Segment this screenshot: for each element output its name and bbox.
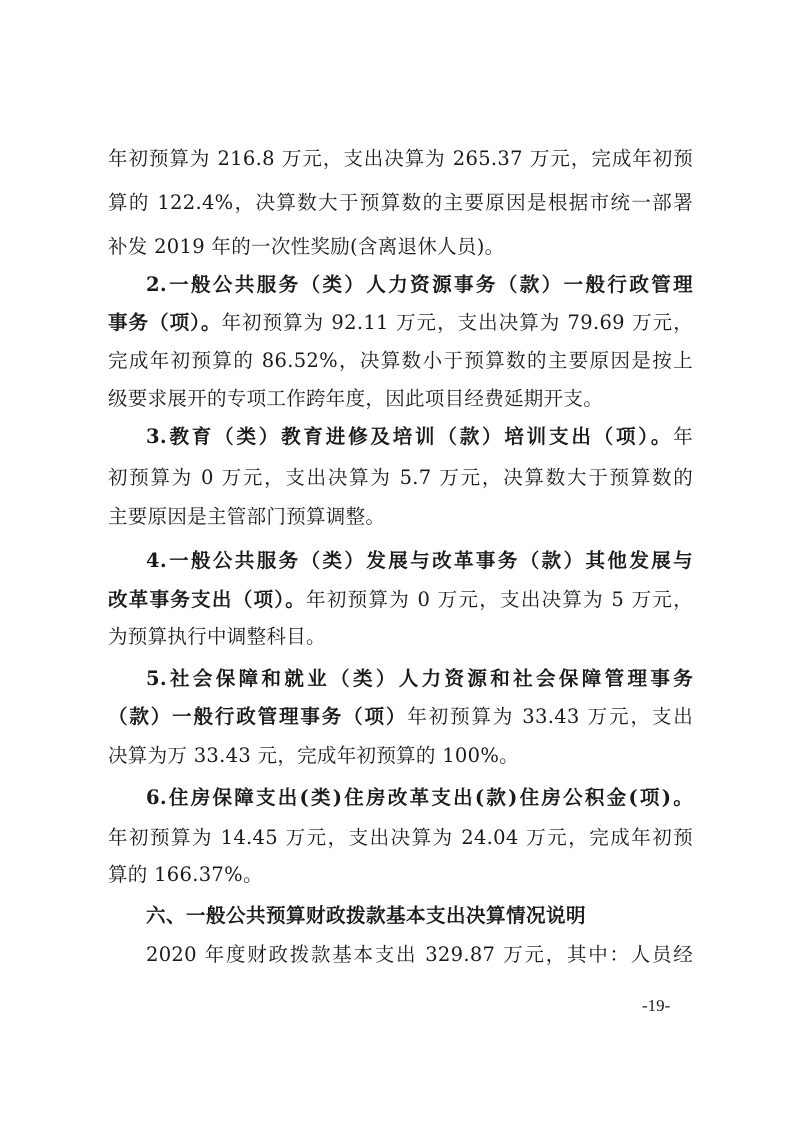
body-line: 年初预算为 14.45 万元，支出决算为 24.04 万元，完成年初预 [108,826,693,849]
body-line: 级要求展开的专项工作跨年度，因此项目经费延期开支。 [108,387,604,410]
body-line: 决算为万 33.43 元，完成年初预算的 100%。 [108,744,519,767]
body-line: 事务（项）。年初预算为 92.11 万元，支出决算为 79.69 万元， [108,311,693,334]
body-line: 年初预算为 216.8 万元，支出决算为 265.37 万元，完成年初预 [108,147,693,170]
item-heading: 6.住房保障支出(类)住房改革支出(款)住房公积金(项)。 [146,786,693,809]
body-line: 为预算执行中调整科目。 [108,625,326,648]
body-line: 改革事务支出（项）。年初预算为 0 万元，支出决算为 5 万元， [108,588,693,611]
body-line: 完成年初预算的 86.52%，决算数小于预算数的主要原因是按上 [108,349,693,372]
body-line: 初预算为 0 万元，支出决算为 5.7 万元，决算数大于预算数的 [108,466,693,489]
body-line: （款）一般行政管理事务（项）年初预算为 33.43 万元，支出 [108,705,694,728]
item-heading: 2.一般公共服务（类）人力资源事务（款）一般行政管理 [146,273,693,296]
item-heading: 4.一般公共服务（类）发展与改革事务（款）其他发展与 [146,549,693,572]
page-number: -19- [642,996,671,1015]
item-heading: 3.教育（类）教育进修及培训（款）培训支出（项）。年 [146,425,693,448]
body-line: 2020 年度财政拨款基本支出 329.87 万元，其中：人员经 [146,943,693,966]
body-line: 算的 166.37%。 [108,863,263,886]
body-line: 补发 2019 年的一次性奖励(含离退休人员)。 [108,235,505,258]
body-line: 主要原因是主管部门预算调整。 [108,505,386,528]
section-heading: 六、一般公共预算财政拨款基本支出决算情况说明 [146,904,587,927]
item-heading: 5.社会保障和就业（类）人力资源和社会保障管理事务 [146,667,693,690]
body-line: 算的 122.4%，决算数大于预算数的主要原因是根据市统一部署 [108,191,693,214]
